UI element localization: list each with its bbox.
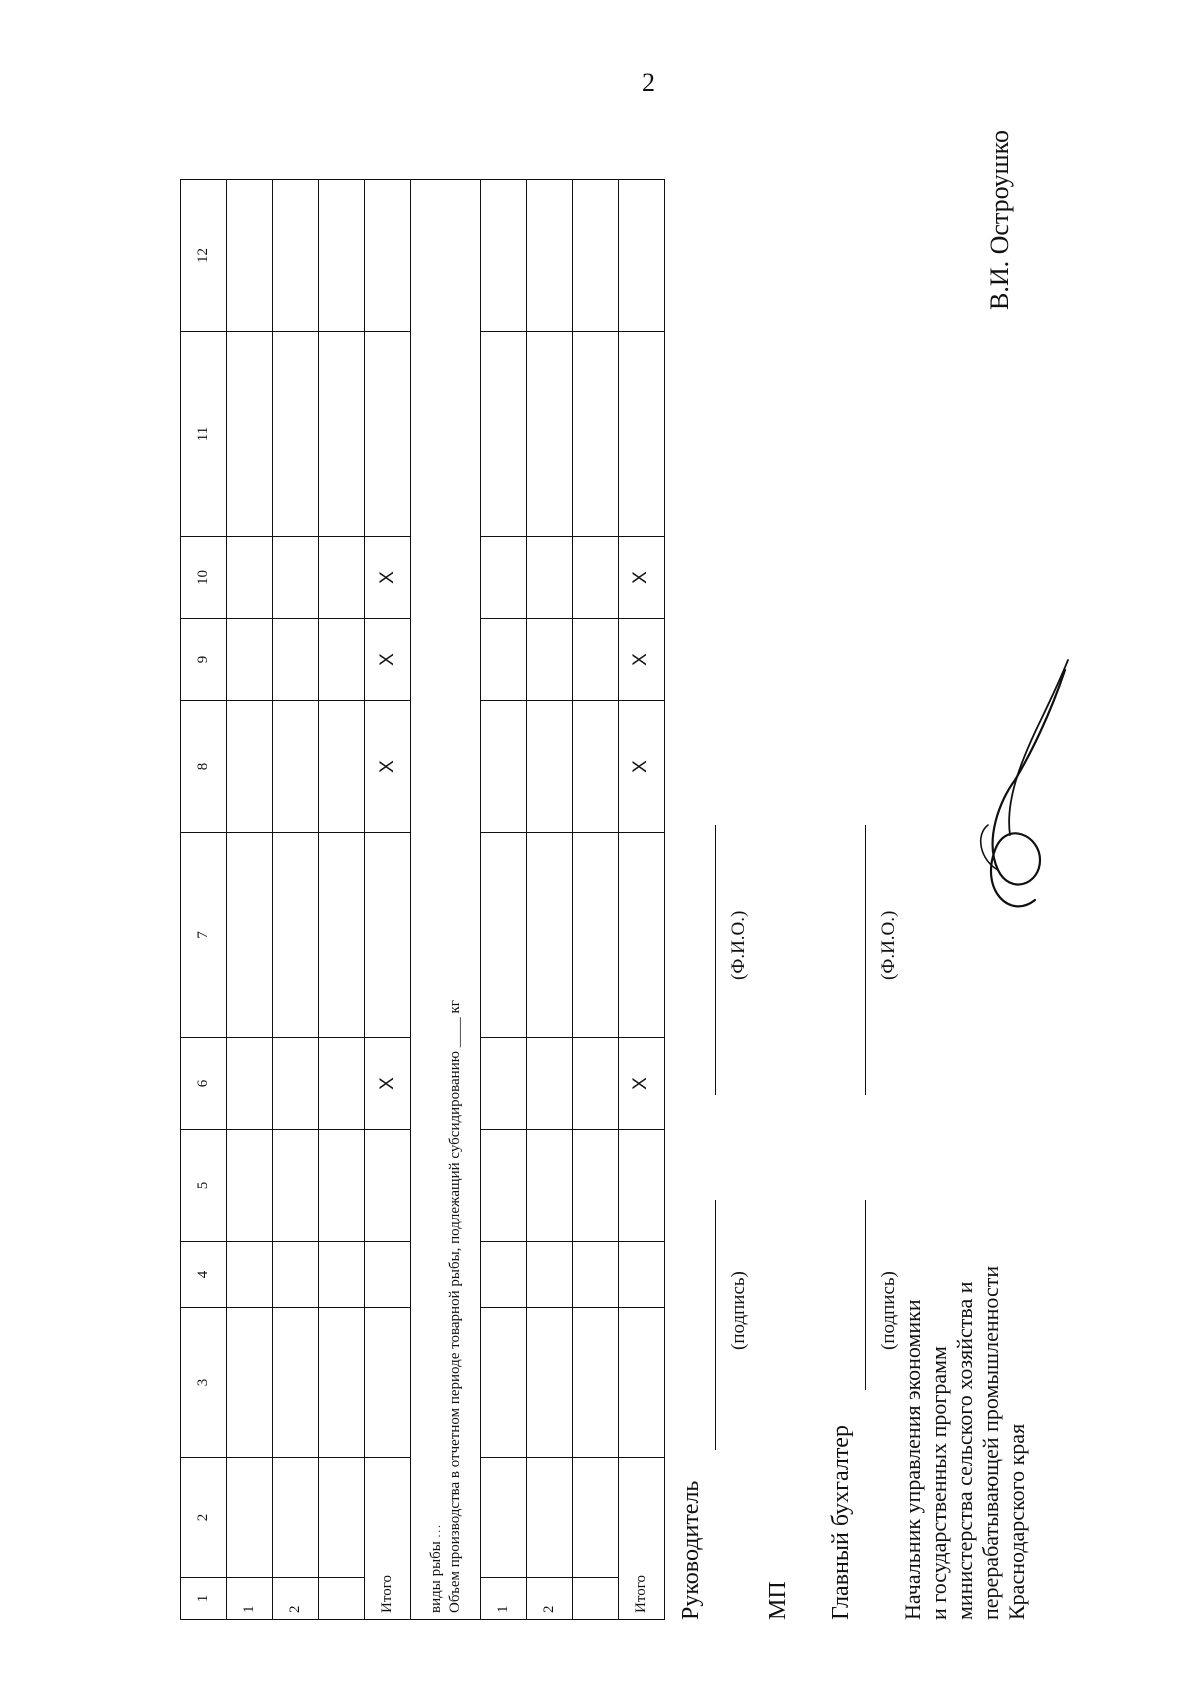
accountant-name-caption: (Ф.И.О.) xyxy=(878,910,899,980)
table-cell xyxy=(273,1130,319,1242)
total-row xyxy=(618,180,664,1620)
table-cell xyxy=(572,180,618,332)
head-name-caption: (Ф.И.О.) xyxy=(728,910,749,980)
unit-label: кг xyxy=(446,1000,463,1014)
table-cell xyxy=(227,1038,273,1130)
table-cell xyxy=(480,1308,526,1458)
table-cell xyxy=(319,1242,365,1308)
table-cell xyxy=(319,1038,365,1130)
table-cell xyxy=(480,332,526,537)
section-dots: ... xyxy=(430,1523,443,1538)
table-row xyxy=(572,180,618,1620)
x-mark: X xyxy=(365,619,411,701)
row-number: 1 xyxy=(480,1578,526,1620)
official-title xyxy=(900,1266,1030,1620)
table-cell xyxy=(273,1458,319,1578)
handwritten-signature xyxy=(940,650,1080,930)
rotated-form xyxy=(180,60,1060,1620)
table-cell xyxy=(365,180,411,332)
table-cell xyxy=(480,1242,526,1308)
table-cell xyxy=(572,701,618,833)
table-cell xyxy=(618,332,664,537)
header-row xyxy=(181,180,227,1620)
table-cell xyxy=(273,332,319,537)
table-row xyxy=(273,180,319,1620)
volume-label: Объем производства в отчетном периоде товарной рыбы, подлежащий субсидированию xyxy=(446,1051,463,1613)
head-name-line xyxy=(715,825,716,1095)
row-number: 2 xyxy=(273,1578,319,1620)
table-cell xyxy=(273,1308,319,1458)
table-cell xyxy=(273,833,319,1038)
header-cell: 4 xyxy=(181,1242,227,1308)
table-cell xyxy=(572,1308,618,1458)
table-cell xyxy=(273,537,319,619)
table-cell xyxy=(526,1038,572,1130)
table-cell xyxy=(572,332,618,537)
table-cell xyxy=(618,180,664,332)
accountant-label: Главный бухгалтер xyxy=(828,1425,854,1620)
table-cell xyxy=(526,619,572,701)
table-cell xyxy=(618,833,664,1038)
table-cell xyxy=(319,1308,365,1458)
header-cell: 8 xyxy=(181,701,227,833)
table-cell xyxy=(365,833,411,1038)
total-row xyxy=(365,180,411,1620)
header-cell: 7 xyxy=(181,833,227,1038)
table-cell xyxy=(480,537,526,619)
table-cell xyxy=(526,701,572,833)
table-cell xyxy=(227,1130,273,1242)
table-cell xyxy=(480,701,526,833)
row-number: 2 xyxy=(526,1578,572,1620)
table-cell xyxy=(572,619,618,701)
table-cell xyxy=(273,701,319,833)
row-number: 1 xyxy=(227,1578,273,1620)
x-mark: X xyxy=(618,701,664,833)
table-cell xyxy=(227,332,273,537)
table-cell xyxy=(480,1130,526,1242)
x-mark: X xyxy=(365,1038,411,1130)
header-cell: 2 xyxy=(181,1458,227,1578)
table-cell xyxy=(319,701,365,833)
table-cell xyxy=(227,619,273,701)
table-cell xyxy=(227,1242,273,1308)
head-signature-line xyxy=(715,1200,716,1450)
page-number: 2 xyxy=(642,68,655,97)
table-cell xyxy=(319,332,365,537)
table-cell xyxy=(319,537,365,619)
head-label: Руководитель xyxy=(678,1480,704,1620)
table-cell xyxy=(227,1458,273,1578)
table-cell xyxy=(319,833,365,1038)
official-title-line: и государственных программ xyxy=(926,1346,951,1620)
header-cell: 9 xyxy=(181,619,227,701)
header-cell: 10 xyxy=(181,537,227,619)
table-cell xyxy=(273,619,319,701)
header-cell: 1 xyxy=(181,1578,227,1620)
table-cell xyxy=(526,180,572,332)
table-cell xyxy=(273,180,319,332)
table-cell xyxy=(480,833,526,1038)
table-cell xyxy=(273,1242,319,1308)
table-cell xyxy=(319,1458,365,1578)
table-cell xyxy=(365,1242,411,1308)
table-cell xyxy=(319,1130,365,1242)
mp-label: МП xyxy=(765,1581,791,1620)
header-cell: 5 xyxy=(181,1130,227,1242)
table-cell xyxy=(618,1308,664,1458)
official-title-line: Краснодарского края xyxy=(1004,1423,1029,1620)
table-cell xyxy=(227,537,273,619)
section-row xyxy=(411,180,481,1620)
table-row xyxy=(526,180,572,1620)
table-cell xyxy=(480,1458,526,1578)
head-sign-caption: (подпись) xyxy=(728,1271,749,1350)
table-cell xyxy=(319,619,365,701)
header-cell: 12 xyxy=(181,180,227,332)
table-cell xyxy=(618,1242,664,1308)
table-cell xyxy=(526,1242,572,1308)
row-number xyxy=(572,1578,618,1620)
official-title-line: Начальник управления экономики xyxy=(900,1299,925,1620)
x-mark: X xyxy=(618,1038,664,1130)
table-cell xyxy=(572,1038,618,1130)
table-cell xyxy=(526,833,572,1038)
table-cell xyxy=(480,619,526,701)
header-cell: 6 xyxy=(181,1038,227,1130)
table-cell xyxy=(526,1308,572,1458)
table-row xyxy=(227,180,273,1620)
accountant-name-line xyxy=(865,825,866,1095)
accountant-sign-caption: (подпись) xyxy=(878,1271,899,1350)
table-cell xyxy=(572,1130,618,1242)
table-cell xyxy=(480,180,526,332)
table-cell xyxy=(365,1308,411,1458)
official-title-line: перерабатывающей промышленности xyxy=(978,1265,1003,1620)
official-title-line: министерства сельского хозяйства и xyxy=(952,1281,977,1620)
fish-species-label: виды рыбы xyxy=(427,1541,444,1613)
table-cell xyxy=(618,1130,664,1242)
table-cell xyxy=(572,1242,618,1308)
header-cell: 3 xyxy=(181,1308,227,1458)
total-label: Итого xyxy=(365,1458,411,1620)
table-cell xyxy=(365,1130,411,1242)
subsidy-report-table xyxy=(180,179,665,1620)
table-cell xyxy=(572,833,618,1038)
table-cell xyxy=(526,1130,572,1242)
table-cell xyxy=(227,180,273,332)
accountant-signature-line xyxy=(865,1200,866,1390)
table-cell xyxy=(480,1038,526,1130)
table-cell xyxy=(319,180,365,332)
table-cell xyxy=(572,1458,618,1578)
section-header: виды рыбы ... Объем производства в отчетном периоде товарной рыбы, подлежащий субсидированию ____ кг xyxy=(411,180,481,1620)
x-mark: X xyxy=(618,537,664,619)
row-number xyxy=(319,1578,365,1620)
header-cell: 11 xyxy=(181,332,227,537)
x-mark: X xyxy=(618,619,664,701)
table-cell xyxy=(227,833,273,1038)
table-row xyxy=(319,180,365,1620)
table-cell xyxy=(526,1458,572,1578)
x-mark: X xyxy=(365,537,411,619)
table-cell xyxy=(526,537,572,619)
signer-name: В.И. Остроушко xyxy=(985,130,1014,310)
table-row xyxy=(480,180,526,1620)
table-cell xyxy=(227,1308,273,1458)
table-cell xyxy=(572,537,618,619)
table-cell xyxy=(365,332,411,537)
table-cell xyxy=(227,701,273,833)
table-cell xyxy=(273,1038,319,1130)
total-label: Итого xyxy=(618,1458,664,1620)
x-mark: X xyxy=(365,701,411,833)
table-cell xyxy=(526,332,572,537)
